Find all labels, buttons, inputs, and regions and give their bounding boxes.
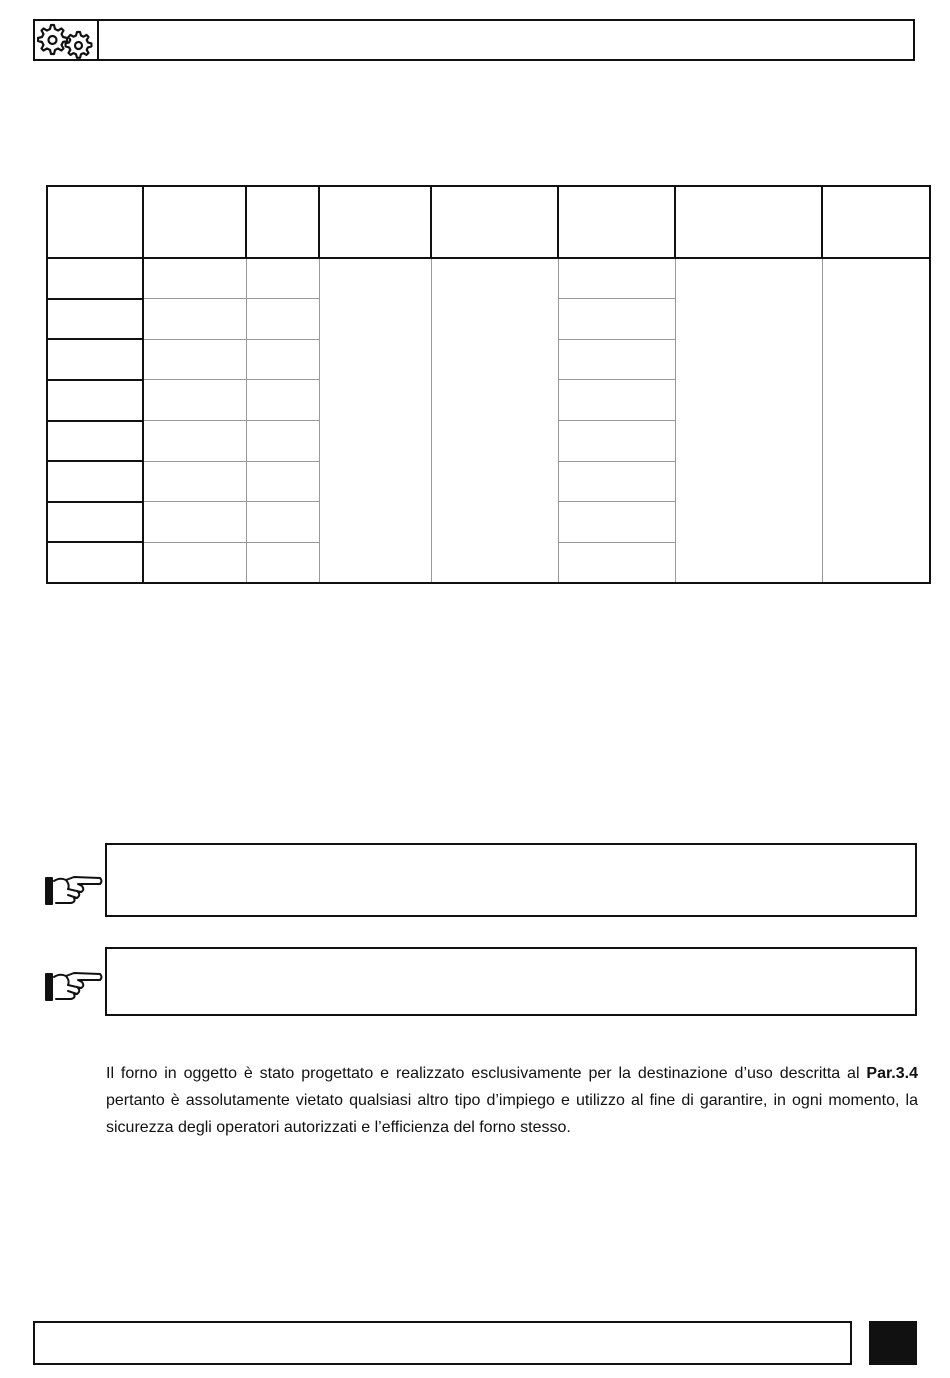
table-cell	[558, 502, 675, 543]
table-header-cell	[675, 186, 822, 258]
table-cell	[47, 258, 143, 299]
table-cell	[143, 258, 246, 299]
table-cell	[47, 542, 143, 583]
table-cell-merged	[675, 258, 822, 583]
table-cell	[143, 339, 246, 380]
note-box	[105, 843, 917, 917]
table-cell	[558, 380, 675, 421]
paragraph-text-after: pertanto è assolutamente vietato qualsiasi altro tipo d’impiego e utilizzo al fine di garantire, in ogni momento, la sicurezza degli operatori autorizzati e l’efficienza del forno stesso.	[106, 1092, 918, 1136]
table-header-cell	[246, 186, 319, 258]
table-cell	[143, 380, 246, 421]
page-number-box	[869, 1321, 917, 1365]
table-header-cell	[822, 186, 930, 258]
table-header-row	[47, 186, 930, 258]
footer-bar	[33, 1321, 852, 1365]
table-cell	[558, 421, 675, 462]
table-cell	[47, 299, 143, 340]
table-cell	[143, 421, 246, 462]
table-cell	[558, 299, 675, 340]
table-cell	[47, 502, 143, 543]
pointing-hand-icon	[44, 969, 104, 1003]
table-cell	[246, 380, 319, 421]
note-box	[105, 947, 917, 1016]
table-cell	[246, 461, 319, 502]
table-cell	[246, 542, 319, 583]
table-header-cell	[319, 186, 431, 258]
section-header	[33, 19, 915, 61]
table-cell	[47, 461, 143, 502]
table-cell	[47, 380, 143, 421]
paragraph-reference: Par.3.4	[866, 1065, 918, 1082]
paragraph-text-before: Il forno in oggetto è stato progettato e realizzato esclusivamente per la destinazione d’uso descritta al	[106, 1065, 867, 1082]
table-cell	[246, 502, 319, 543]
specification-table	[46, 185, 931, 584]
table-header-cell	[558, 186, 675, 258]
table-header-cell	[47, 186, 143, 258]
table-header-cell	[431, 186, 558, 258]
gears-icon	[37, 21, 95, 59]
table-cell-merged	[431, 258, 558, 583]
table-cell	[143, 542, 246, 583]
table-cell	[143, 299, 246, 340]
table-cell	[246, 339, 319, 380]
table-header-cell	[143, 186, 246, 258]
header-icon-cell	[35, 21, 99, 59]
table-cell	[558, 258, 675, 299]
table-row	[47, 258, 930, 299]
table-cell-merged	[822, 258, 930, 583]
table-cell	[47, 421, 143, 462]
table-cell	[143, 502, 246, 543]
table-cell	[47, 339, 143, 380]
table-cell	[246, 258, 319, 299]
table-cell-merged	[319, 258, 431, 583]
header-title	[99, 21, 913, 59]
pointing-hand-icon	[44, 873, 104, 907]
table-cell	[246, 299, 319, 340]
table-cell	[558, 339, 675, 380]
table-cell	[558, 542, 675, 583]
table-cell	[246, 421, 319, 462]
body-paragraph	[106, 1060, 918, 1141]
table-cell	[143, 461, 246, 502]
table-cell	[558, 461, 675, 502]
